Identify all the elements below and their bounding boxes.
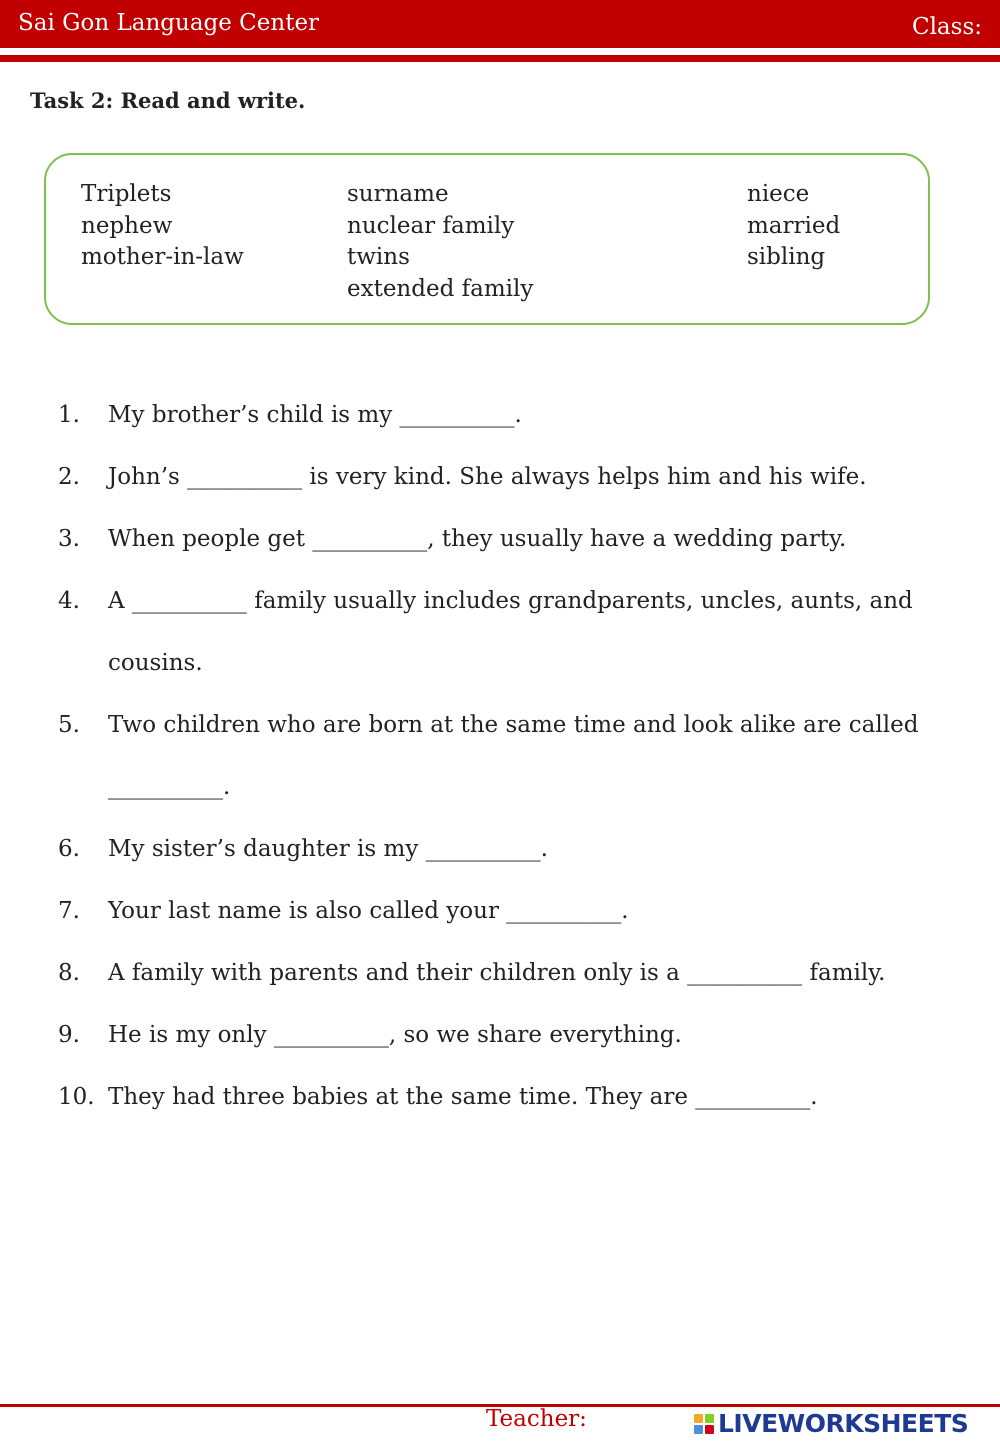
question-text: Your last name is also called your __________.	[108, 898, 629, 924]
question-number: 8.	[58, 960, 80, 986]
question-item	[58, 570, 958, 694]
word-bank-item: surname	[347, 181, 449, 207]
question-item	[58, 818, 958, 880]
word-bank-column-1	[81, 179, 244, 274]
question-number: 6.	[58, 836, 80, 862]
class-label: Class:	[911, 14, 982, 40]
header-divider	[0, 55, 1000, 62]
question-number: 9.	[58, 1022, 80, 1048]
question-text: When people get __________, they usually have a wedding party.	[108, 526, 847, 552]
question-item	[58, 1066, 958, 1128]
question-text: Two children who are born at the same time and look alike are called __________.	[108, 712, 919, 800]
word-bank-item: mother-in-law	[81, 244, 244, 270]
question-number: 4.	[58, 588, 80, 614]
word-bank-column-3	[747, 179, 840, 274]
word-bank-item: twins	[347, 244, 410, 270]
word-bank-item: niece	[747, 181, 810, 207]
question-number: 10.	[58, 1084, 95, 1110]
question-number: 1.	[58, 402, 80, 428]
question-item	[58, 384, 958, 446]
question-list	[58, 384, 958, 1128]
question-item	[58, 446, 958, 508]
word-bank-item: sibling	[747, 244, 826, 270]
header-bar	[0, 0, 1000, 48]
question-item	[58, 694, 958, 818]
question-item	[58, 942, 958, 1004]
question-text: My sister’s daughter is my __________.	[108, 836, 548, 862]
center-name: Sai Gon Language Center	[18, 10, 320, 36]
question-number: 2.	[58, 464, 80, 490]
question-text: My brother’s child is my __________.	[108, 402, 522, 428]
logo-text: LIVEWORKSHEETS	[718, 1409, 969, 1438]
question-text: A __________ family usually includes grandparents, uncles, aunts, and cousins.	[108, 588, 913, 676]
teacher-label: Teacher:	[486, 1406, 587, 1432]
question-item	[58, 880, 958, 942]
question-text: He is my only __________, so we share everything.	[108, 1022, 682, 1048]
question-number: 3.	[58, 526, 80, 552]
word-bank-column-2	[347, 179, 533, 305]
word-bank-item: married	[747, 212, 841, 239]
liveworksheets-logo[interactable]	[694, 1409, 968, 1438]
question-text: John’s __________ is very kind. She always helps him and his wife.	[108, 464, 867, 490]
word-bank-item: Triplets	[81, 181, 172, 207]
question-text: They had three babies at the same time. They are __________.	[108, 1084, 818, 1110]
question-number: 5.	[58, 712, 80, 738]
word-bank-item: extended family	[347, 275, 534, 302]
word-bank	[44, 153, 930, 325]
liveworksheets-blocks-icon	[694, 1414, 714, 1434]
question-text: A family with parents and their children only is a __________ family.	[108, 960, 886, 986]
word-bank-item: nuclear family	[347, 212, 515, 239]
word-bank-item: nephew	[81, 212, 173, 239]
question-item	[58, 1004, 958, 1066]
task-title: Task 2: Read and write.	[30, 88, 306, 113]
question-item	[58, 508, 958, 570]
question-number: 7.	[58, 898, 80, 924]
